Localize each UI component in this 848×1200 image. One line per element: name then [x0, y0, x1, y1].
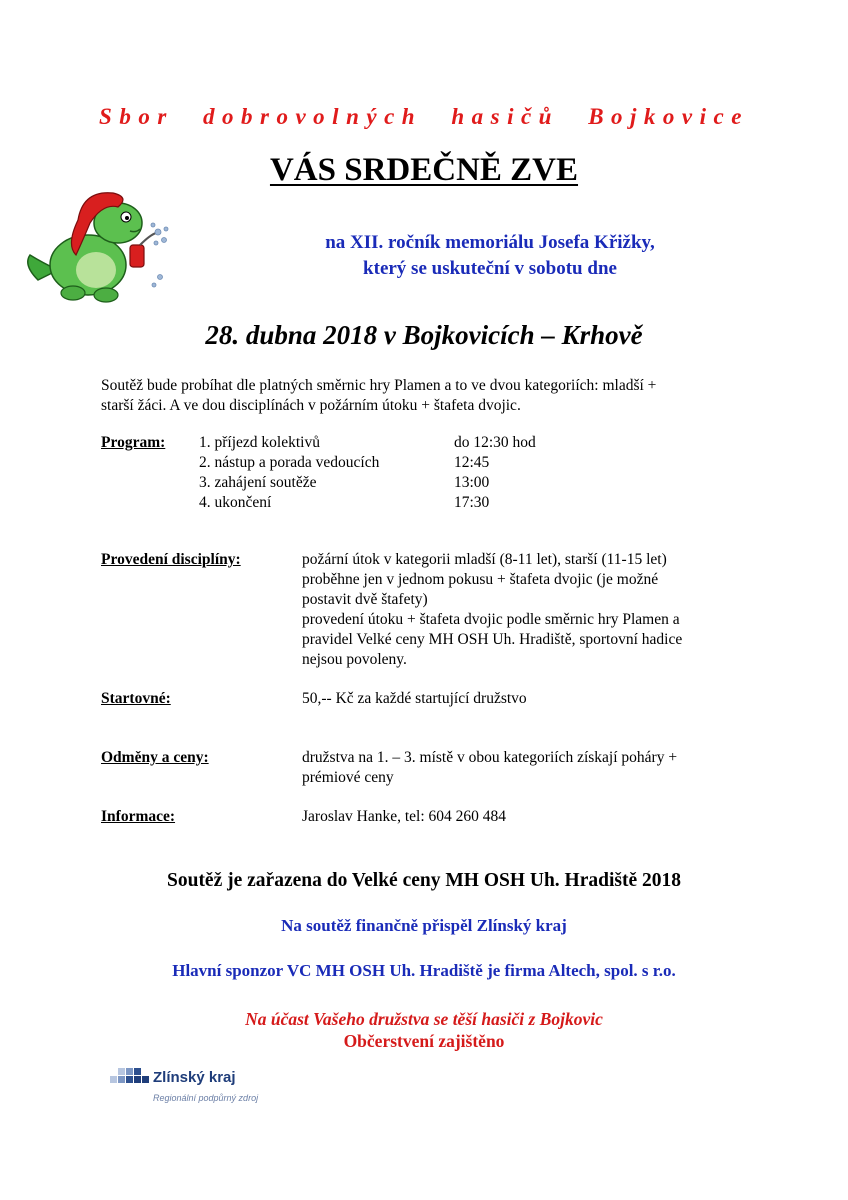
disciplines-label: Provedení disciplíny: — [101, 551, 241, 568]
info-value: Jaroslav Hanke, tel: 604 260 484 — [302, 808, 507, 825]
organizer-header: Sbor dobrovolných hasičů Bojkovice — [99, 104, 749, 129]
disciplines-line: požární útok v kategorii mladší (8-11 let), starší (11-15 let) — [302, 551, 667, 568]
disciplines-line: proběhne jen v jednom pokusu + štafeta dvojic (je možné — [302, 571, 659, 588]
program-item: 1. příjezd kolektivů — [199, 434, 320, 451]
info-label: Informace: — [101, 808, 176, 825]
program-item: 4. ukončení — [199, 494, 272, 511]
funding-note: Na soutěž finančně přispěl Zlínský kraj — [281, 916, 567, 935]
program-label: Program: — [101, 434, 166, 451]
prizes-label: Odměny a ceny: — [101, 749, 209, 766]
program-time: 17:30 — [454, 494, 490, 511]
zlinsky-kraj-logo — [110, 1062, 152, 1092]
program-time: 13:00 — [454, 474, 490, 491]
sponsor-note: Hlavní sponzor VC MH OSH Uh. Hradiště je firma Altech, spol. s r.o. — [172, 961, 676, 980]
logo-tagline: Regionální podpůrný zdroj — [153, 1093, 259, 1103]
intro-line1: Soutěž bude probíhat dle platných směrnic hry Plamen a to ve dvou kategoriích: mladší + — [101, 377, 657, 394]
disciplines-line: postavit dvě štafety) — [302, 591, 428, 608]
prizes-line: družstva na 1. – 3. místě v obou kategoriích získají poháry + — [302, 749, 678, 766]
fee-label: Startovné: — [101, 690, 171, 707]
dragon-mascot-illustration — [18, 185, 178, 310]
program-item: 3. zahájení soutěže — [199, 474, 317, 491]
intro-line2: starší žáci. A ve dou disciplínách v požárním útoku + štafeta dvojic. — [101, 397, 521, 414]
invitation-title: VÁS SRDEČNĚ ZVE — [269, 152, 579, 188]
disciplines-line: nejsou povoleny. — [302, 651, 407, 668]
event-date: 28. dubna 2018 v Bojkovicích – Krhově — [205, 320, 643, 350]
program-time: do 12:30 hod — [454, 434, 536, 451]
series-note: Soutěž je zařazena do Velké ceny MH OSH Uh. Hradiště 2018 — [167, 870, 681, 891]
logo-name: Zlínský kraj — [153, 1069, 236, 1086]
closing-note: Na účast Vašeho družstva se těší hasiči z Bojkovic — [245, 1009, 603, 1029]
fee-value: 50,-- Kč za každé startující družstvo — [302, 690, 527, 707]
event-subtitle-line1: na XII. ročník memoriálu Josefa Křižky, — [325, 232, 655, 253]
disciplines-line: provedení útoku + štafeta dvojic podle směrnic hry Plamen a — [302, 611, 680, 628]
program-time: 12:45 — [454, 454, 490, 471]
event-subtitle-line2: který se uskuteční v sobotu dne — [363, 258, 617, 279]
disciplines-line: pravidel Velké ceny MH OSH Uh. Hradiště, sportovní hadice — [302, 631, 683, 648]
program-item: 2. nástup a porada vedoucích — [199, 454, 380, 471]
refreshments-note: Občerstvení zajištěno — [343, 1031, 505, 1051]
prizes-line: prémiové ceny — [302, 769, 394, 786]
